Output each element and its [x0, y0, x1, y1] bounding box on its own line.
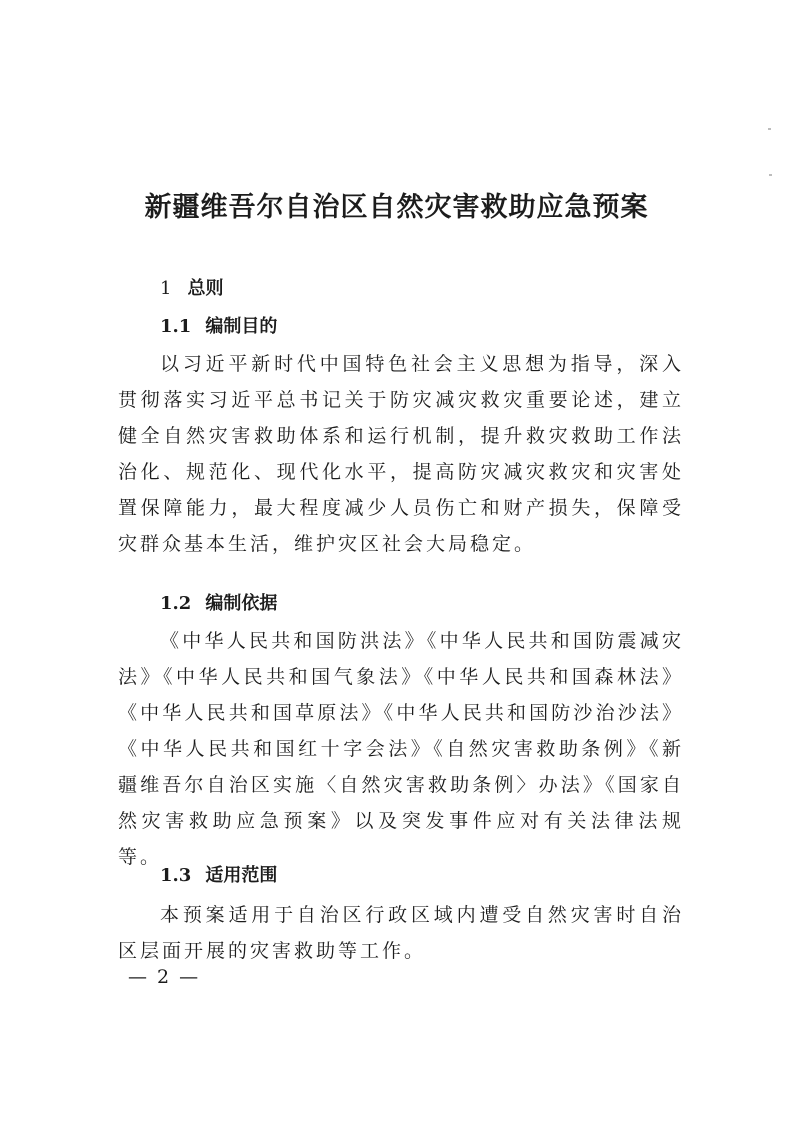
scan-speck	[769, 174, 772, 176]
paragraph-basis: 《中华人民共和国防洪法》《中华人民共和国防震减灾法》《中华人民共和国气象法》《中华人民共和国森林法》《中华人民共和国草原法》《中华人民共和国防沙治沙法》《中华人民共和国红十字会法》《自然灾害救助条例》《新疆维吾尔自治区实施〈自然灾害救助条例〉办法》《国家自然灾害救助应急预案》以及突发事件应对有关法律法规等。	[118, 630, 684, 868]
subsection-title: 适用范围	[205, 865, 278, 886]
section-number: 1	[160, 278, 172, 299]
subsection-heading-scope	[160, 862, 277, 890]
subsection-title: 编制依据	[205, 593, 278, 614]
subsection-heading-basis	[160, 590, 277, 618]
paragraph-scope: 本预案适用于自治区行政区域内遭受自然灾害时自治区层面开展的灾害救助等工作。	[118, 904, 684, 962]
document-title: 新疆维吾尔自治区自然灾害救助应急预案	[144, 192, 649, 223]
section-heading-general	[160, 275, 223, 303]
subsection-number: 1.2	[160, 593, 192, 614]
subsection-number: 1.3	[160, 865, 192, 886]
scan-speck	[768, 128, 771, 130]
page-number: — 2 —	[128, 966, 201, 988]
section-title: 总则	[187, 278, 224, 299]
paragraph-purpose: 以习近平新时代中国特色社会主义思想为指导，深入贯彻落实习近平总书记关于防灾减灾救灾重要论述，建立健全自然灾害救助体系和运行机制，提升救灾救助工作法治化、规范化、现代化水平，提高防灾减灾救灾和灾害处置保障能力，最大程度减少人员伤亡和财产损失，保障受灾群众基本生活，维护灾区社会大局稳定。	[118, 353, 684, 555]
subsection-title: 编制目的	[205, 316, 278, 337]
subsection-heading-purpose	[160, 313, 277, 341]
subsection-number: 1.1	[160, 316, 192, 337]
